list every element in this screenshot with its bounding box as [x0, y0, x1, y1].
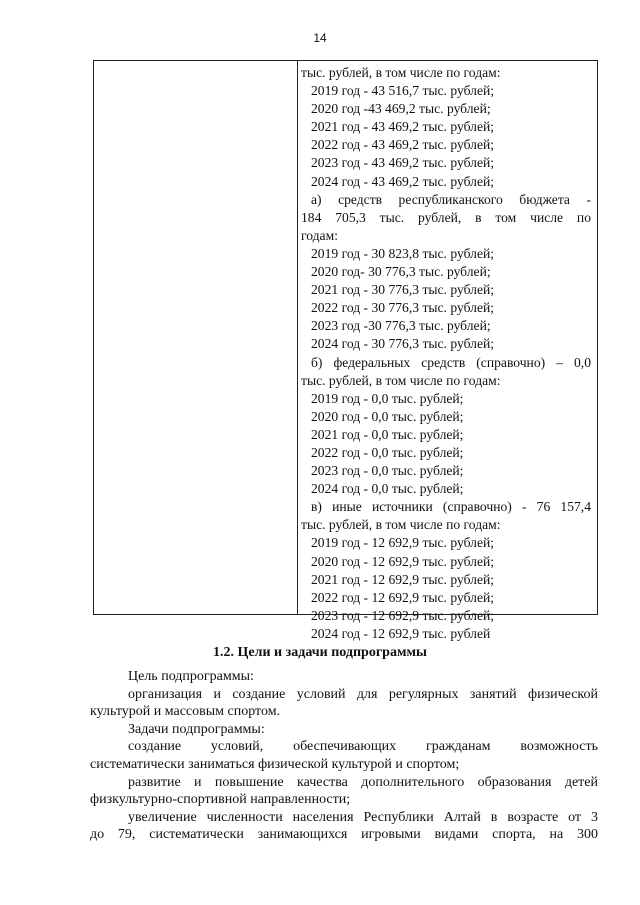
funding-line: б) федеральных средств (справочно) – 0,0 — [311, 354, 591, 370]
paragraph-line: физкультурно-спортивной направленности; — [90, 792, 351, 808]
funding-line: 2019 год - 0,0 тыс. рублей; — [311, 390, 464, 406]
funding-line: 2019 год - 12 692,9 тыс. рублей; — [311, 535, 495, 551]
funding-line: 2019 год - 43 516,7 тыс. рублей; — [311, 83, 495, 99]
funding-line: 2024 год - 12 692,9 тыс. рублей — [311, 625, 491, 641]
funding-line: в) иные источники (справочно) - 76 157,4 — [311, 499, 591, 515]
funding-line: тыс. рублей, в том числе по годам: — [301, 65, 501, 80]
funding-line: 2021 год - 43 469,2 тыс. рублей; — [311, 119, 495, 135]
funding-line: годам: — [301, 227, 338, 243]
funding-line: 2020 год- 30 776,3 тыс. рублей; — [311, 264, 491, 280]
paragraph — [90, 668, 598, 686]
paragraph — [90, 809, 598, 844]
paragraph — [90, 738, 598, 773]
paragraph-line: развитие и повышение качества дополнительного образования детей — [128, 774, 598, 790]
funding-line: 2022 год - 0,0 тыс. рублей; — [311, 444, 464, 460]
funding-line: 2023 год - 0,0 тыс. рублей; — [311, 463, 464, 479]
paragraph-line: культурой и массовым спортом. — [90, 704, 281, 720]
funding-line: 2022 год - 12 692,9 тыс. рублей; — [311, 589, 495, 605]
funding-line: 2020 год - 0,0 тыс. рублей; — [311, 408, 464, 424]
table-column-divider — [297, 61, 298, 614]
paragraph-line: организация и создание условий для регулярных занятий физической — [128, 686, 598, 702]
paragraph-line: увеличение численности населения Республики Алтай в возрасте от 3 — [128, 809, 598, 825]
funding-line: 2020 год -43 469,2 тыс. рублей; — [311, 101, 491, 117]
funding-line: 2019 год - 30 823,8 тыс. рублей; — [311, 245, 495, 261]
table-cell-funding — [301, 64, 591, 643]
funding-line: 2023 год - 12 692,9 тыс. рублей; — [311, 607, 495, 623]
paragraph-line: до 79, систематически занимающихся игровыми видами спорта, на 300 — [90, 827, 598, 843]
paragraph — [90, 721, 598, 739]
funding-line: 2023 год -30 776,3 тыс. рублей; — [311, 318, 491, 334]
funding-line: 184 705,3 тыс. рублей, в том числе по — [301, 209, 591, 225]
paragraph-line: создание условий, обеспечивающих гражданам возможность — [128, 739, 598, 755]
funding-line: 2022 год - 30 776,3 тыс. рублей; — [311, 300, 495, 316]
funding-line: 2021 год - 0,0 тыс. рублей; — [311, 426, 464, 442]
funding-line: 2022 год - 43 469,2 тыс. рублей; — [311, 137, 495, 153]
funding-line: 2024 год - 0,0 тыс. рублей; — [311, 481, 464, 497]
funding-line: 2020 год - 12 692,9 тыс. рублей; — [311, 553, 495, 569]
funding-line: а) средств республиканского бюджета - — [311, 191, 591, 207]
funding-line: 2023 год - 43 469,2 тыс. рублей; — [311, 155, 495, 171]
paragraph — [90, 774, 598, 809]
paragraph-line: систематически заниматься физической культурой и спортом; — [90, 756, 460, 772]
funding-line: 2021 год - 30 776,3 тыс. рублей; — [311, 282, 495, 298]
section-body — [90, 668, 598, 844]
funding-line: тыс. рублей, в том числе по годам: — [301, 517, 501, 533]
funding-line: 2021 год - 12 692,9 тыс. рублей; — [311, 571, 495, 587]
funding-line: тыс. рублей, в том числе по годам: — [301, 372, 501, 388]
paragraph — [90, 686, 598, 721]
funding-table — [93, 60, 598, 641]
funding-line: 2024 год - 30 776,3 тыс. рублей; — [311, 336, 495, 352]
page-number: 14 — [313, 31, 327, 45]
section-title: 1.2. Цели и задачи подпрограммы — [213, 645, 427, 660]
paragraph-line: Задачи подпрограммы: — [128, 721, 265, 737]
funding-line: 2024 год - 43 469,2 тыс. рублей; — [311, 173, 495, 189]
paragraph-line: Цель подпрограммы: — [128, 669, 254, 684]
